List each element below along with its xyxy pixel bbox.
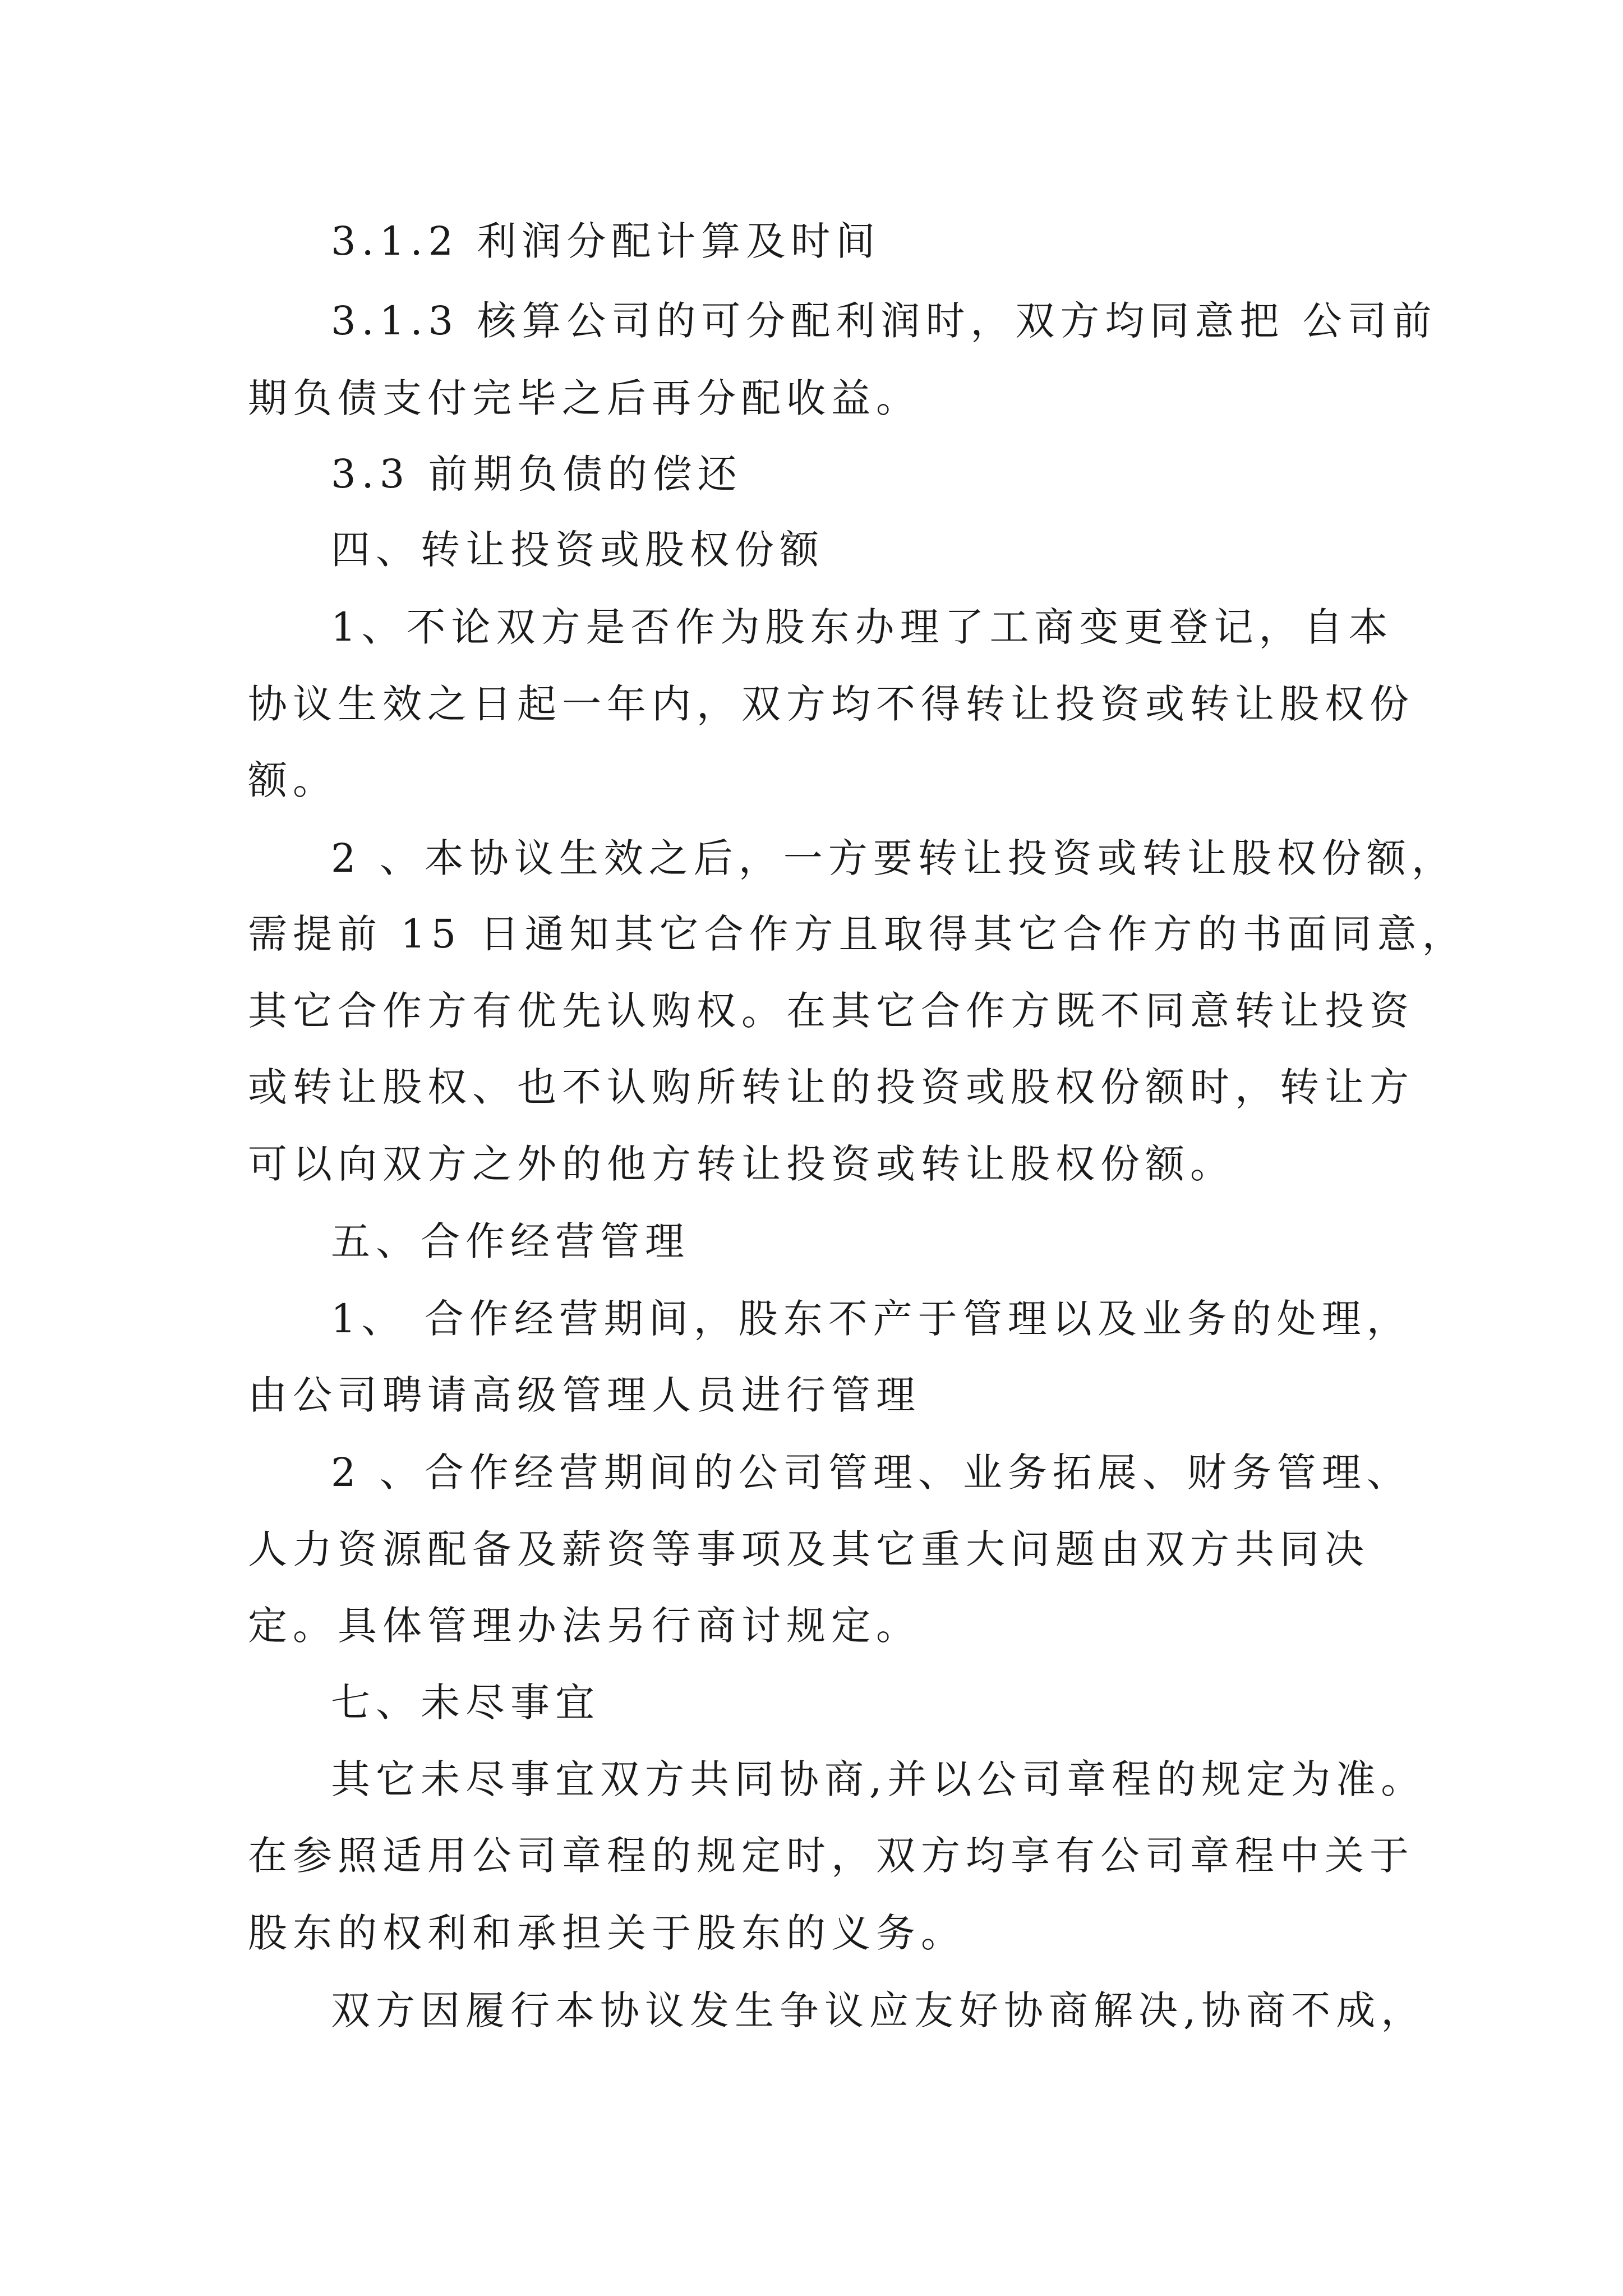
section-heading-seven: 七、未尽事宜: [331, 1680, 600, 1726]
paragraph-line: 其它未尽事宜双方共同协商,并以公司章程的规定为准。: [331, 1756, 1426, 1802]
paragraph-line: 双方因履行本协议发生争议应友好协商解决,协商不成，: [331, 1987, 1426, 2033]
paragraph-line: 协议生效之日起一年内，双方均不得转让投资或转让股权份: [248, 681, 1414, 727]
paragraph-line: 可以向双方之外的他方转让投资或转让股权份额。: [248, 1141, 1235, 1187]
paragraph-line: 3.1.3 核算公司的可分配利润时，双方均同意把 公司前: [331, 298, 1437, 344]
paragraph-line: 1、 合作经营期间，股东不产于管理以及业务的处理，: [331, 1296, 1412, 1342]
paragraph-line: 在参照适用公司章程的规定时，双方均享有公司章程中关于: [248, 1833, 1414, 1879]
paragraph-line: 股东的权利和承担关于股东的义务。: [248, 1910, 966, 1956]
paragraph-line: 定。具体管理办法另行商讨规定。: [248, 1603, 921, 1649]
paragraph-line: 期负债支付完毕之后再分配收益。: [248, 375, 921, 421]
section-heading-3-3: 3.3 前期负债的偿还: [331, 451, 743, 497]
section-heading-3-1-2: 3.1.2 利润分配计算及时间: [331, 218, 881, 264]
paragraph-line: 额。: [248, 757, 338, 803]
paragraph-line: 2 、合作经营期间的公司管理、业务拓展、财务管理、: [331, 1450, 1412, 1496]
paragraph-line: 需提前 15 日通知其它合作方且取得其它合作方的书面同意，: [248, 911, 1467, 957]
paragraph-line: 人力资源配备及薪资等事项及其它重大问题由双方共同决: [248, 1526, 1370, 1572]
paragraph-line: 其它合作方有优先认购权。在其它合作方既不同意转让投资: [248, 988, 1414, 1034]
paragraph-line: 2 、本协议生效之后，一方要转让投资或转让股权份额，: [331, 835, 1456, 881]
section-heading-five: 五、合作经营管理: [331, 1218, 690, 1264]
section-heading-four: 四、转让投资或股权份额: [331, 527, 824, 573]
paragraph-line: 1、不论双方是否作为股东办理了工商变更登记，自本: [331, 604, 1394, 650]
paragraph-line: 由公司聘请高级管理人员进行管理: [248, 1372, 921, 1418]
paragraph-line: 或转让股权、也不认购所转让的投资或股权份额时，转让方: [248, 1064, 1414, 1110]
